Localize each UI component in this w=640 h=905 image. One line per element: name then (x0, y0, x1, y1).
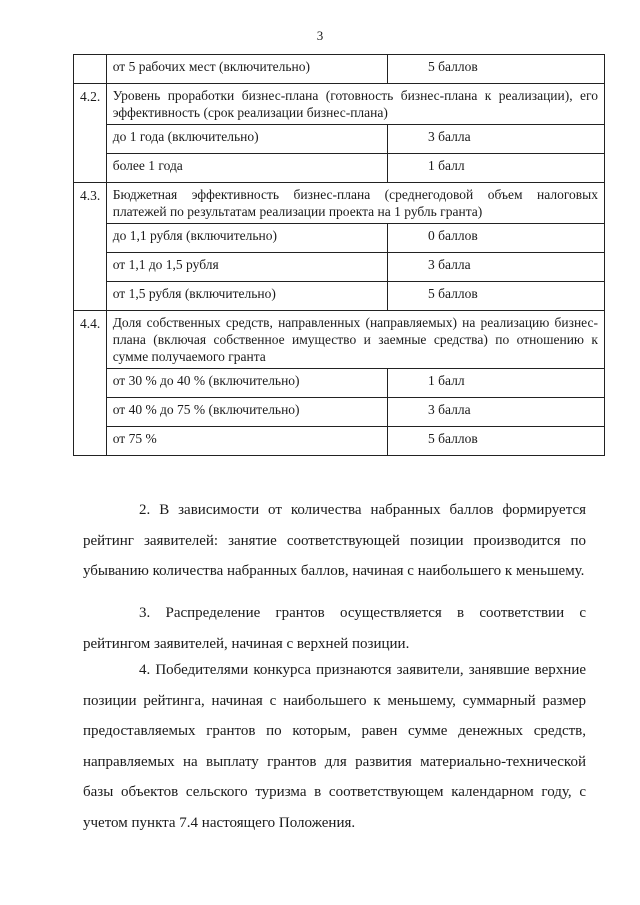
criterion-option-score: 3 балла (388, 253, 605, 282)
criterion-option-score: 5 баллов (388, 55, 605, 84)
paragraph-text: 4. Победителями конкурса признаются заявители, занявшие верхние позиции рейтинга, начиная с наибольшего к меньшему, суммарный размер предоставляемых грантов по которым, равен сумме денежных средств, направляемых на выплату грантов для развития материально-технической базы объектов сельского туризма в соответствующем календарном году, с учетом пункта 7.4 настоящего Положения. (83, 662, 586, 831)
paragraph-text: 2. В зависимости от количества набранных баллов формируется рейтинг заявителей: занятие соответствующей позиции производится по убыванию количества набранных баллов, начиная с наибольшего к меньшему. (83, 502, 586, 579)
criterion-option-label: до 1,1 рубля (включительно) (106, 224, 387, 253)
paragraph-4 (83, 655, 586, 838)
criterion-option-label: от 40 % до 75 % (включительно) (106, 398, 387, 427)
criterion-option-score: 5 баллов (388, 282, 605, 311)
criterion-option-label: от 1,5 рубля (включительно) (106, 282, 387, 311)
section-header-row (74, 311, 605, 369)
criterion-option-label: от 1,1 до 1,5 рубля (106, 253, 387, 282)
page-number: 3 (316, 28, 324, 43)
criterion-option-label: более 1 года (106, 154, 387, 183)
criterion-option-label: от 30 % до 40 % (включительно) (106, 369, 387, 398)
empty-number-cell (74, 55, 107, 84)
paragraph-text: 3. Распределение грантов осуществляется в соответствии с рейтингом заявителей, начиная с верхней позиции. (83, 605, 586, 652)
table-row (74, 427, 605, 456)
paragraph-2 (83, 495, 586, 587)
table-row (74, 154, 605, 183)
criterion-option-score: 1 балл (388, 154, 605, 183)
section-title: Уровень проработки бизнес-плана (готовность бизнес-плана к реализации), его эффективность (срок реализации бизнес-плана) (106, 84, 604, 125)
criterion-option-label: от 75 % (106, 427, 387, 456)
section-number: 4.3. (74, 183, 107, 311)
paragraph-3 (83, 598, 586, 659)
criteria-table (73, 54, 605, 456)
section-header-row (74, 183, 605, 224)
table-row (74, 398, 605, 427)
criterion-option-score: 3 балла (388, 398, 605, 427)
section-title: Доля собственных средств, направленных (направляемых) на реализацию бизнес-плана (включая собственное имущество и заемные средства) по отношению к сумме получаемого гранта (106, 311, 604, 369)
table-row (74, 224, 605, 253)
criterion-option-score: 5 баллов (388, 427, 605, 456)
table-row (74, 55, 605, 84)
section-number: 4.4. (74, 311, 107, 456)
table-row (74, 253, 605, 282)
criterion-option-label: до 1 года (включительно) (106, 125, 387, 154)
criterion-option-score: 3 балла (388, 125, 605, 154)
table-row (74, 282, 605, 311)
criterion-option-score: 1 балл (388, 369, 605, 398)
table-row (74, 369, 605, 398)
table-row (74, 125, 605, 154)
criterion-option-score: 0 баллов (388, 224, 605, 253)
section-header-row (74, 84, 605, 125)
criterion-option-label: от 5 рабочих мест (включительно) (106, 55, 387, 84)
section-title: Бюджетная эффективность бизнес-плана (среднегодовой объем налоговых платежей по результатам реализации проекта на 1 рубль гранта) (106, 183, 604, 224)
section-number: 4.2. (74, 84, 107, 183)
